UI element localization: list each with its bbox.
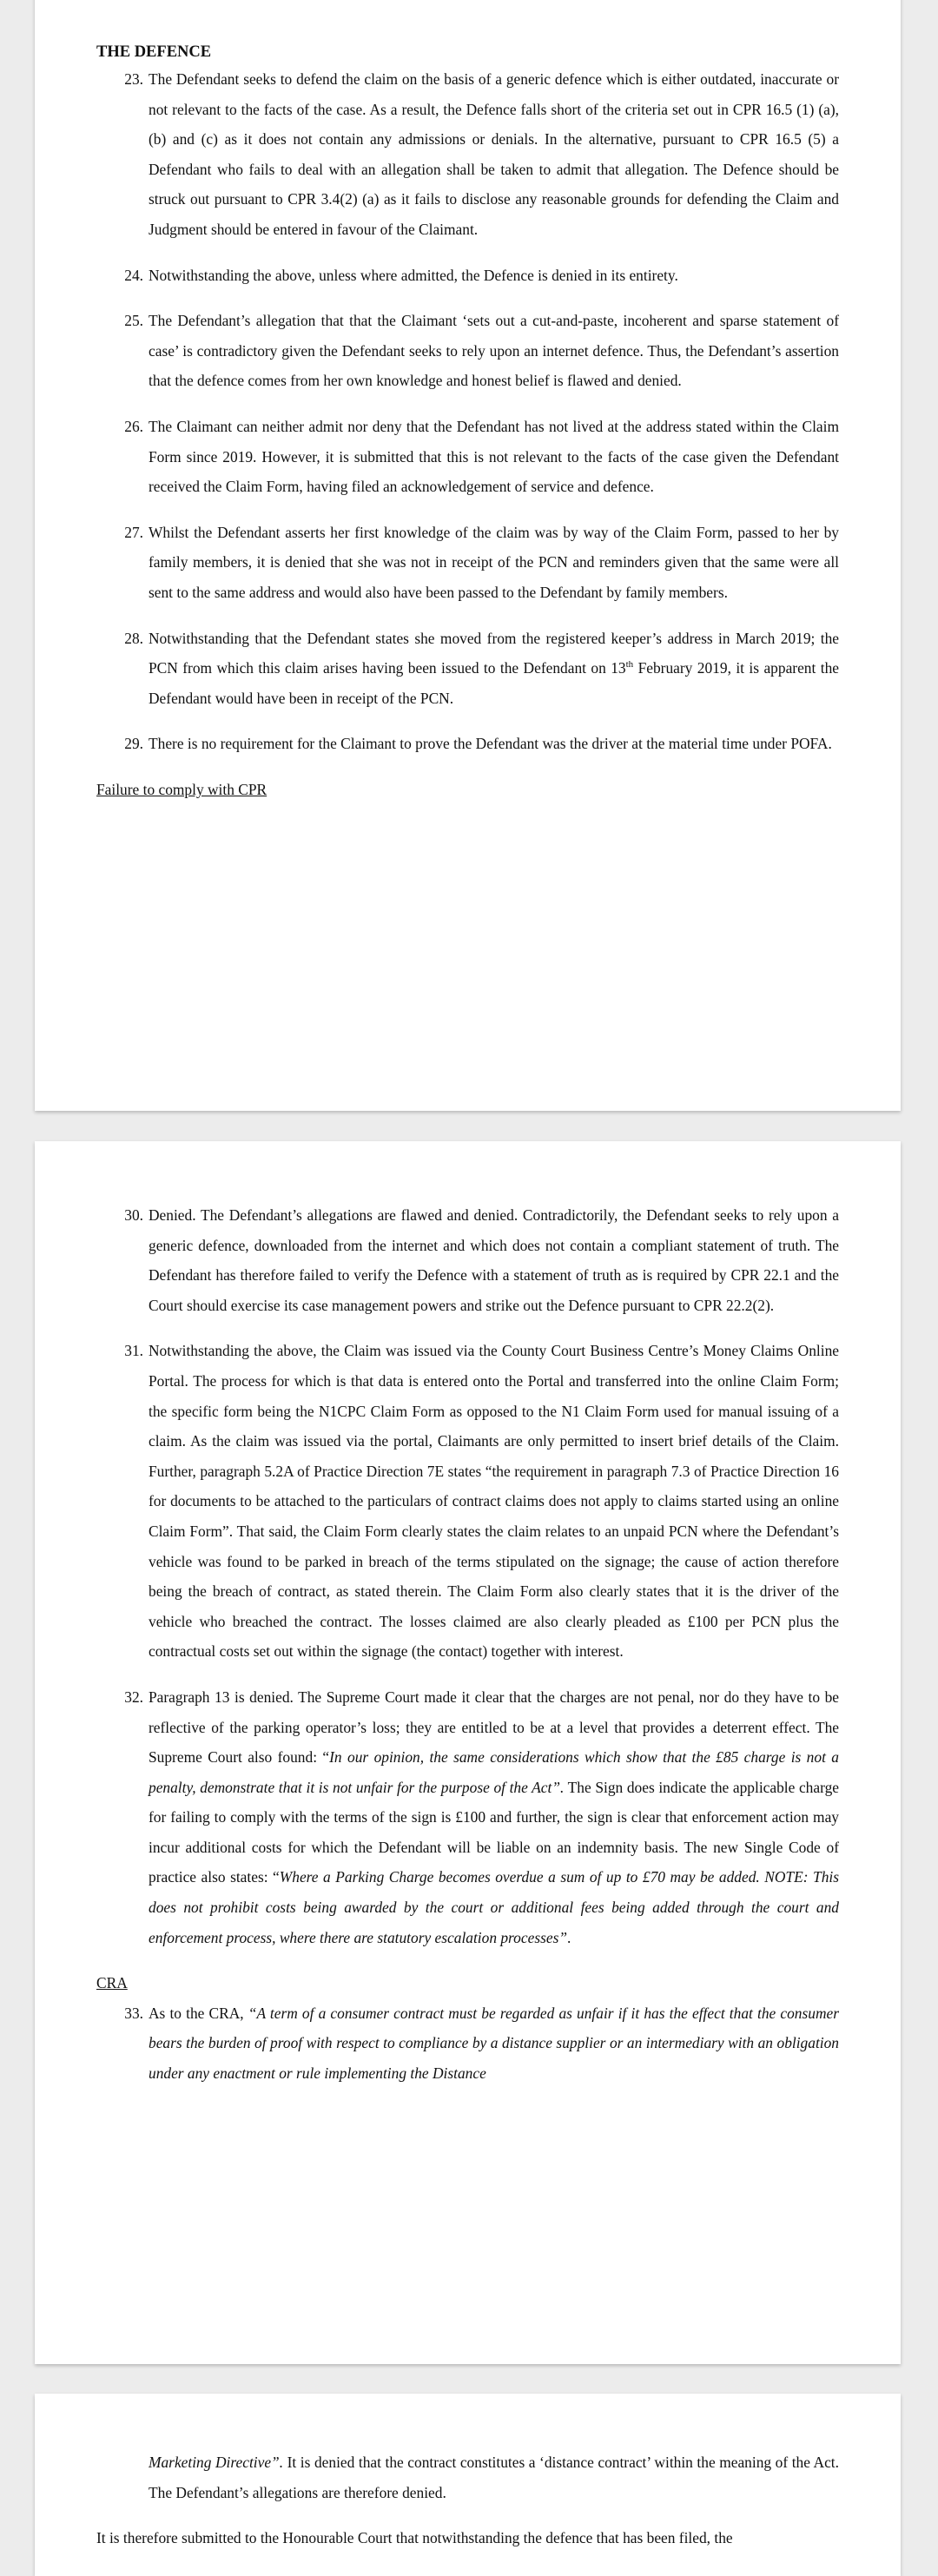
paragraph-text: Notwithstanding the above, unless where admitted, the Defence is denied in its entirety.	[149, 266, 678, 284]
paragraph-number: 26.	[124, 417, 143, 435]
paragraph-30	[96, 1200, 839, 1320]
paragraph-text: The Claimant can neither admit nor deny that the Defendant has not lived at the address stated within the Claim Form since 2019. However, it is submitted that this is not relevant to the facts of the case given the Defendant received the Claim Form, having filed an acknowledgement of service and defence.	[149, 417, 839, 496]
paragraph-25	[96, 306, 839, 396]
paragraph-number: 25.	[124, 312, 143, 330]
paragraph-text: Denied. The Defendant’s allegations are flawed and denied. Contradictorily, the Defendant seeks to rely upon a generic defence, downloaded from the internet and which does not contain a compliant statement of truth. The Defendant has therefore failed to verify the Defence with a statement of truth as is required by CPR 22.1 and the Court should exercise its case management powers and strike out the Defence pursuant to CPR 22.2(2).	[149, 1206, 839, 1314]
paragraph-text: The Defendant seeks to defend the claim on the basis of a generic defence which is either outdated, inaccurate or not relevant to the facts of the case. As a result, the Defence falls short of the criteria set out in CPR 16.5 (1) (a), (b) and (c) as it does not contain any admissions or denials. In the alternative, pursuant to CPR 16.5 (5) a Defendant who fails to deal with an allegation shall be taken to admit that allegation. The Defence should be struck out pursuant to CPR 3.4(2) (a) as it fails to disclose any reasonable grounds for defending the Claim and Judgment should be entered in favour of the Claimant.	[149, 70, 839, 238]
paragraph-text	[149, 624, 839, 714]
paragraph-33	[96, 1998, 839, 2089]
paragraph-text-part: Paragraph 13 is denied. The Supreme Court made it clear that the charges are not penal, nor do they have to be reflective of the parking operator’s loss; they are entitled to be at a level that provides a deterrent effect. The Supreme Court also found: “	[149, 1688, 839, 1767]
ordinal-superscript: th	[625, 659, 634, 670]
paragraph-text-part: The Sign does indicate the applicable charge for failing to comply with the terms of the sign is £100 and further, the sign is clear that enforcement action may incur additional costs for which the Defendant will be liable on an indemnity basis. The new Single Code of practice also states: “	[149, 1778, 839, 1886]
paragraph-23	[96, 64, 839, 245]
document-page-1	[35, 0, 901, 1111]
single-code-quote: Where a Parking Charge becomes overdue a sum of up to £70 may be added. NOTE: This does not prohibit costs being awarded by the court or additional fees being added through the court and enforcement process, where there are statutory escalation processes”	[149, 1868, 839, 1946]
paragraph-31	[96, 1336, 839, 1667]
paragraph-text-part: .	[567, 1928, 571, 1946]
paragraph-number: 27.	[124, 523, 143, 541]
paragraph-33-continued	[96, 2447, 839, 2507]
paragraph-29	[96, 729, 839, 759]
paragraph-text-part: It is denied that the contract constitutes a ‘distance contract’ within the meaning of the Act. The Defendant’s allegations are therefore denied.	[149, 2454, 839, 2501]
paragraph-number: 29.	[124, 735, 143, 753]
paragraph-text: Whilst the Defendant asserts her first knowledge of the claim was by way of the Claim Form, passed to her by family members, it is denied that she was not in receipt of the PCN and reminders given that the same were all sent to the same address and would also have been passed to the Defendant by family members.	[149, 523, 839, 601]
paragraph-24	[96, 261, 839, 291]
section-heading-cra: CRA	[96, 1974, 128, 1992]
paragraph-number: 31.	[124, 1342, 143, 1360]
paragraph-text-part: Notwithstanding that the Defendant states she moved from the registered keeper’s address in March 2019; the PCN from which this claim arises having been issued to the Defendant on 13	[149, 629, 839, 677]
paragraph-26	[96, 412, 839, 502]
paragraph-text: The Defendant’s allegation that that the Claimant ‘sets out a cut-and-paste, incoherent and sparse statement of case’ is contradictory given the Defendant seeks to rely upon an internet defence. Thus, the Defendant’s assertion that the defence comes from her own knowledge and honest belief is flawed and denied.	[149, 312, 839, 390]
cra-quote: “A term of a consumer contract must be regarded as unfair if it has the effect that the consumer bears the burden of proof with respect to compliance by a distance supplier or an intermediary with an obligation under any enactment or rule implementing the Distance	[149, 2004, 839, 2083]
paragraph-number: 23.	[124, 70, 143, 88]
page-2-content	[96, 1200, 839, 2089]
paragraph-32	[96, 1682, 839, 1952]
paragraph-text-part: February 2019, it is apparent the Defendant would have been in receipt of the PCN.	[149, 659, 839, 707]
paragraph-number: 32.	[124, 1688, 143, 1706]
paragraph-text	[149, 1682, 839, 1952]
paragraph-text: There is no requirement for the Claimant to prove the Defendant was the driver at the material time under POFA.	[149, 735, 832, 753]
page-heading: THE DEFENCE	[96, 43, 212, 61]
cra-quote-end: Marketing Directive”.	[149, 2454, 284, 2471]
paragraph-number: 33.	[124, 2004, 143, 2022]
paragraph-text: Notwithstanding the above, the Claim was issued via the County Court Business Centre’s Money Claims Online Portal. The process for which is that data is entered onto the Portal and transferred into the online Claim Form; the specific form being the N1CPC Claim Form as opposed to the N1 Claim Form used for manual issuing of a claim. As the claim was issued via the portal, Claimants are only permitted to insert brief details of the Claim. Further, paragraph 5.2A of Practice Direction 7E states “the requirement in paragraph 7.3 of Practice Direction 16 for documents to be attached to the particulars of contract claims does not apply to claims started using an online Claim Form”. That said, the Claim Form clearly states the claim relates to an unpaid PCN where the Defendant’s vehicle was found to be parked in breach of the terms stipulated on the signage; the cause of action therefore being the breach of contract, as stated therein. The Claim Form also clearly states that it is the driver of the vehicle who breached the contract. The losses claimed are also clearly pleaded as £100 per PCN plus the contractual costs set out within the signage (the contact) together with interest.	[149, 1342, 839, 1661]
paragraph-text	[149, 2447, 839, 2507]
closing-statement: It is therefore submitted to the Honourable Court that notwithstanding the defence that has been filed, the	[96, 2529, 733, 2547]
paragraph-text	[149, 1998, 839, 2089]
paragraph-number: 24.	[124, 266, 143, 284]
paragraph-text-part: As to the CRA,	[149, 2004, 248, 2022]
document-page-2	[35, 1141, 901, 2364]
paragraph-number: 30.	[124, 1206, 143, 1224]
page-1-content	[96, 40, 839, 804]
supreme-court-quote: In our opinion, the same considerations which show that the £85 charge is not a penalty, demonstrate that it is not unfair for the purpose of the Act”.	[149, 1748, 839, 1796]
paragraph-28	[96, 624, 839, 714]
document-page-3	[35, 2394, 901, 2576]
section-heading-cpr: Failure to comply with CPR	[96, 780, 268, 798]
paragraph-27	[96, 518, 839, 608]
paragraph-number: 28.	[124, 629, 143, 647]
page-3-content	[96, 2447, 839, 2553]
